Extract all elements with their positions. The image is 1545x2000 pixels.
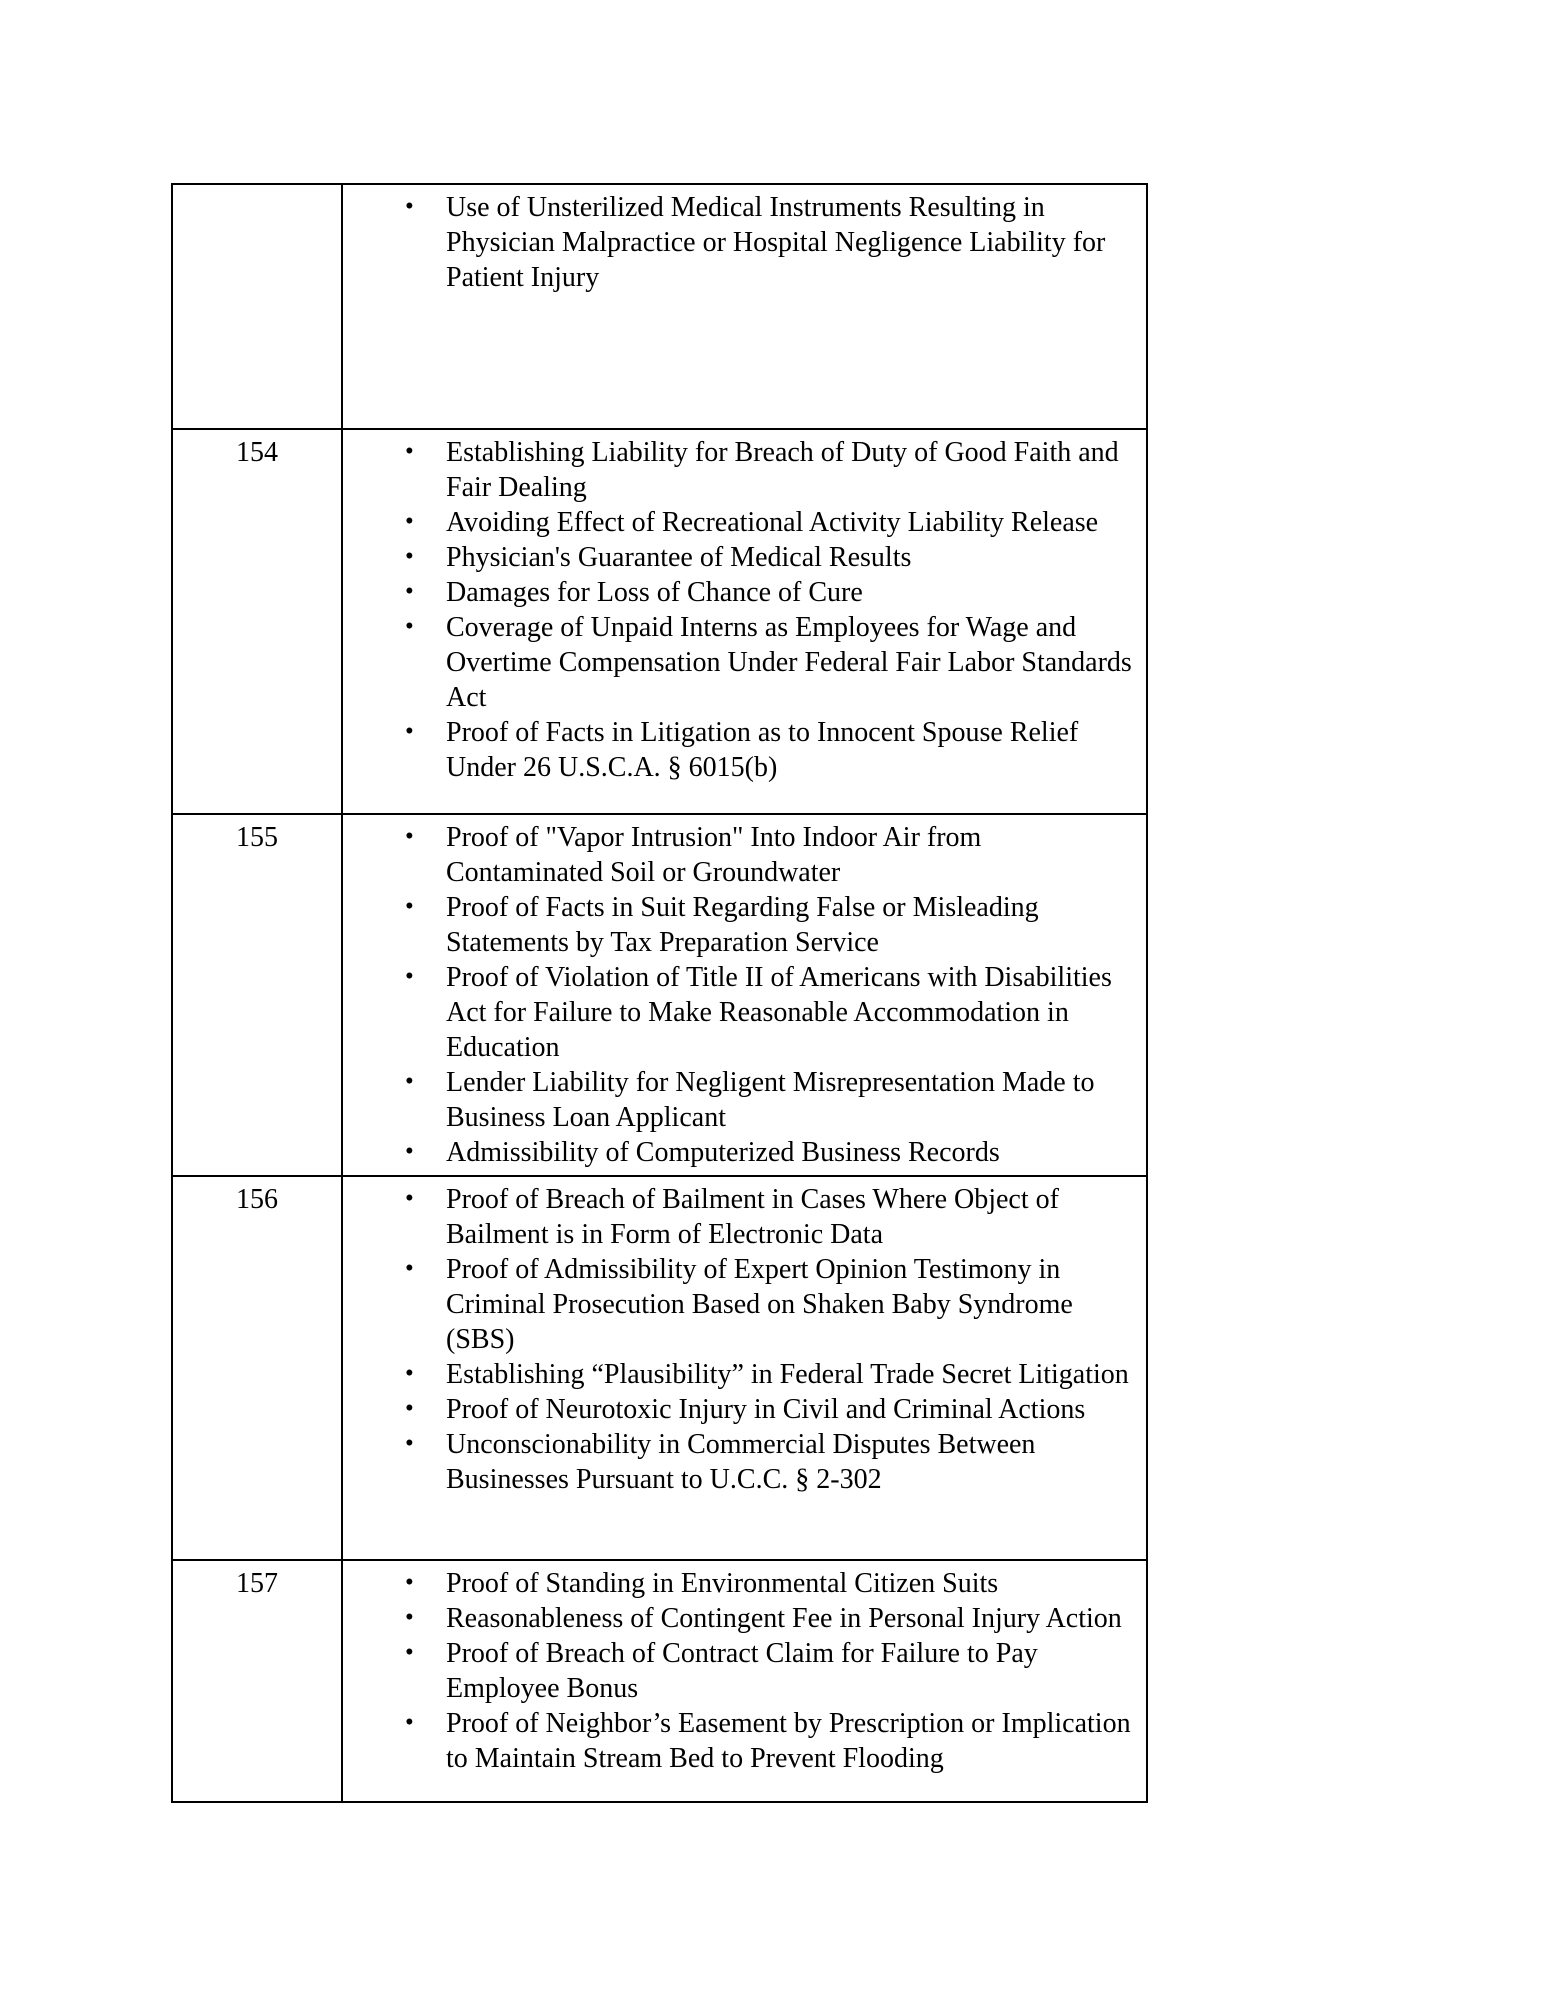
bullet-item: [405, 435, 1138, 505]
bullet-item-text: Use of Unsterilized Medical Instruments Resulting in Physician Malpractice or Hospital Negligence Liability for Patient Injury: [446, 192, 1106, 293]
contents-table: [171, 183, 1148, 1803]
bullet-icon: •: [405, 893, 414, 920]
bullet-icon: •: [405, 578, 414, 605]
bullet-icon: •: [405, 823, 414, 850]
bullet-item-text: Lender Liability for Negligent Misrepresentation Made to Business Loan Applicant: [446, 1067, 1095, 1133]
bullet-item-text: Proof of Neurotoxic Injury in Civil and Criminal Actions: [446, 1394, 1086, 1425]
bullet-item: [405, 1427, 1138, 1497]
bullet-item-text: Proof of Admissibility of Expert Opinion Testimony in Criminal Prosecution Based on Shaken Baby Syndrome (SBS): [446, 1254, 1073, 1355]
bullet-item-text: Unconscionability in Commercial Disputes Between Businesses Pursuant to U.C.C. § 2-302: [446, 1429, 1036, 1495]
bullet-icon: •: [405, 963, 414, 990]
bullet-icon: •: [405, 543, 414, 570]
bullet-item-text: Reasonableness of Contingent Fee in Personal Injury Action: [446, 1603, 1122, 1634]
bullet-icon: •: [405, 1709, 414, 1736]
bullet-item: [405, 820, 1138, 890]
bullet-item-text: Proof of Facts in Litigation as to Innocent Spouse Relief Under 26 U.S.C.A. § 6015(b): [446, 717, 1079, 783]
bullet-item-text: Proof of Facts in Suit Regarding False or Misleading Statements by Tax Preparation Service: [446, 892, 1039, 958]
section-number-cell: [173, 1561, 343, 1801]
bullet-icon: •: [405, 1068, 414, 1095]
bullet-item: [405, 1252, 1138, 1357]
bullet-item: [405, 1566, 1138, 1601]
table-row: [173, 428, 1146, 813]
topics-cell: [343, 1177, 1146, 1559]
section-number-cell: [173, 185, 343, 428]
bullet-item: [405, 1065, 1138, 1135]
bullet-item: [405, 1182, 1138, 1252]
table-row: [173, 1559, 1146, 1801]
bullet-item: [405, 1601, 1138, 1636]
bullet-item-text: Proof of "Vapor Intrusion" Into Indoor Air from Contaminated Soil or Groundwater: [446, 822, 982, 888]
bullet-icon: •: [405, 438, 414, 465]
bullet-item: [405, 1357, 1138, 1392]
bullet-item: [405, 190, 1138, 295]
bullet-icon: •: [405, 1360, 414, 1387]
bullet-item: [405, 1392, 1138, 1427]
table-row: [173, 185, 1146, 428]
bullet-icon: •: [405, 1138, 414, 1165]
bullet-icon: •: [405, 613, 414, 640]
bullet-item: [405, 575, 1138, 610]
bullet-item-text: Proof of Violation of Title II of Americans with Disabilities Act for Failure to Make Reasonable Accommodation in Education: [446, 962, 1112, 1063]
bullet-list: [343, 1177, 1146, 1502]
bullet-icon: •: [405, 1185, 414, 1212]
bullet-item: [405, 715, 1138, 785]
section-number-cell: [173, 1177, 343, 1559]
bullet-item: [405, 540, 1138, 575]
bullet-item-text: Proof of Breach of Contract Claim for Failure to Pay Employee Bonus: [446, 1638, 1038, 1704]
bullet-item-text: Proof of Neighbor’s Easement by Prescription or Implication to Maintain Stream Bed to Prevent Flooding: [446, 1708, 1131, 1774]
bullet-icon: •: [405, 1604, 414, 1631]
bullet-item: [405, 1706, 1138, 1776]
bullet-item-text: Establishing “Plausibility” in Federal Trade Secret Litigation: [446, 1359, 1129, 1390]
section-number: 155: [236, 822, 278, 853]
bullet-icon: •: [405, 193, 414, 220]
bullet-item-text: Proof of Standing in Environmental Citizen Suits: [446, 1568, 999, 1599]
topics-cell: [343, 430, 1146, 813]
table-row: [173, 1175, 1146, 1559]
topics-cell: [343, 1561, 1146, 1801]
bullet-item: [405, 1636, 1138, 1706]
bullet-icon: •: [405, 1255, 414, 1282]
section-number-cell: [173, 815, 343, 1175]
bullet-item: [405, 960, 1138, 1065]
bullet-icon: •: [405, 1569, 414, 1596]
bullet-icon: •: [405, 718, 414, 745]
section-number: 157: [236, 1568, 278, 1599]
bullet-icon: •: [405, 1639, 414, 1666]
bullet-item-text: Damages for Loss of Chance of Cure: [446, 577, 863, 608]
topics-cell: [343, 815, 1146, 1175]
bullet-item-text: Proof of Breach of Bailment in Cases Where Object of Bailment is in Form of Electronic Data: [446, 1184, 1059, 1250]
bullet-item: [405, 890, 1138, 960]
section-number: 154: [236, 437, 278, 468]
bullet-icon: •: [405, 1395, 414, 1422]
bullet-list: [343, 185, 1146, 300]
section-number-cell: [173, 430, 343, 813]
bullet-item: [405, 610, 1138, 715]
section-number: 156: [236, 1184, 278, 1215]
bullet-item-text: Physician's Guarantee of Medical Results: [446, 542, 912, 573]
bullet-item-text: Establishing Liability for Breach of Duty of Good Faith and Fair Dealing: [446, 437, 1119, 503]
bullet-list: [343, 815, 1146, 1175]
bullet-list: [343, 1561, 1146, 1781]
topics-cell: [343, 185, 1146, 428]
bullet-item-text: Coverage of Unpaid Interns as Employees for Wage and Overtime Compensation Under Federal Fair Labor Standards Act: [446, 612, 1132, 713]
bullet-item: [405, 1135, 1138, 1170]
bullet-item: [405, 505, 1138, 540]
bullet-list: [343, 430, 1146, 790]
bullet-item-text: Avoiding Effect of Recreational Activity Liability Release: [446, 507, 1099, 538]
table-row: [173, 813, 1146, 1175]
bullet-icon: •: [405, 508, 414, 535]
bullet-icon: •: [405, 1430, 414, 1457]
bullet-item-text: Admissibility of Computerized Business Records: [446, 1137, 1000, 1168]
